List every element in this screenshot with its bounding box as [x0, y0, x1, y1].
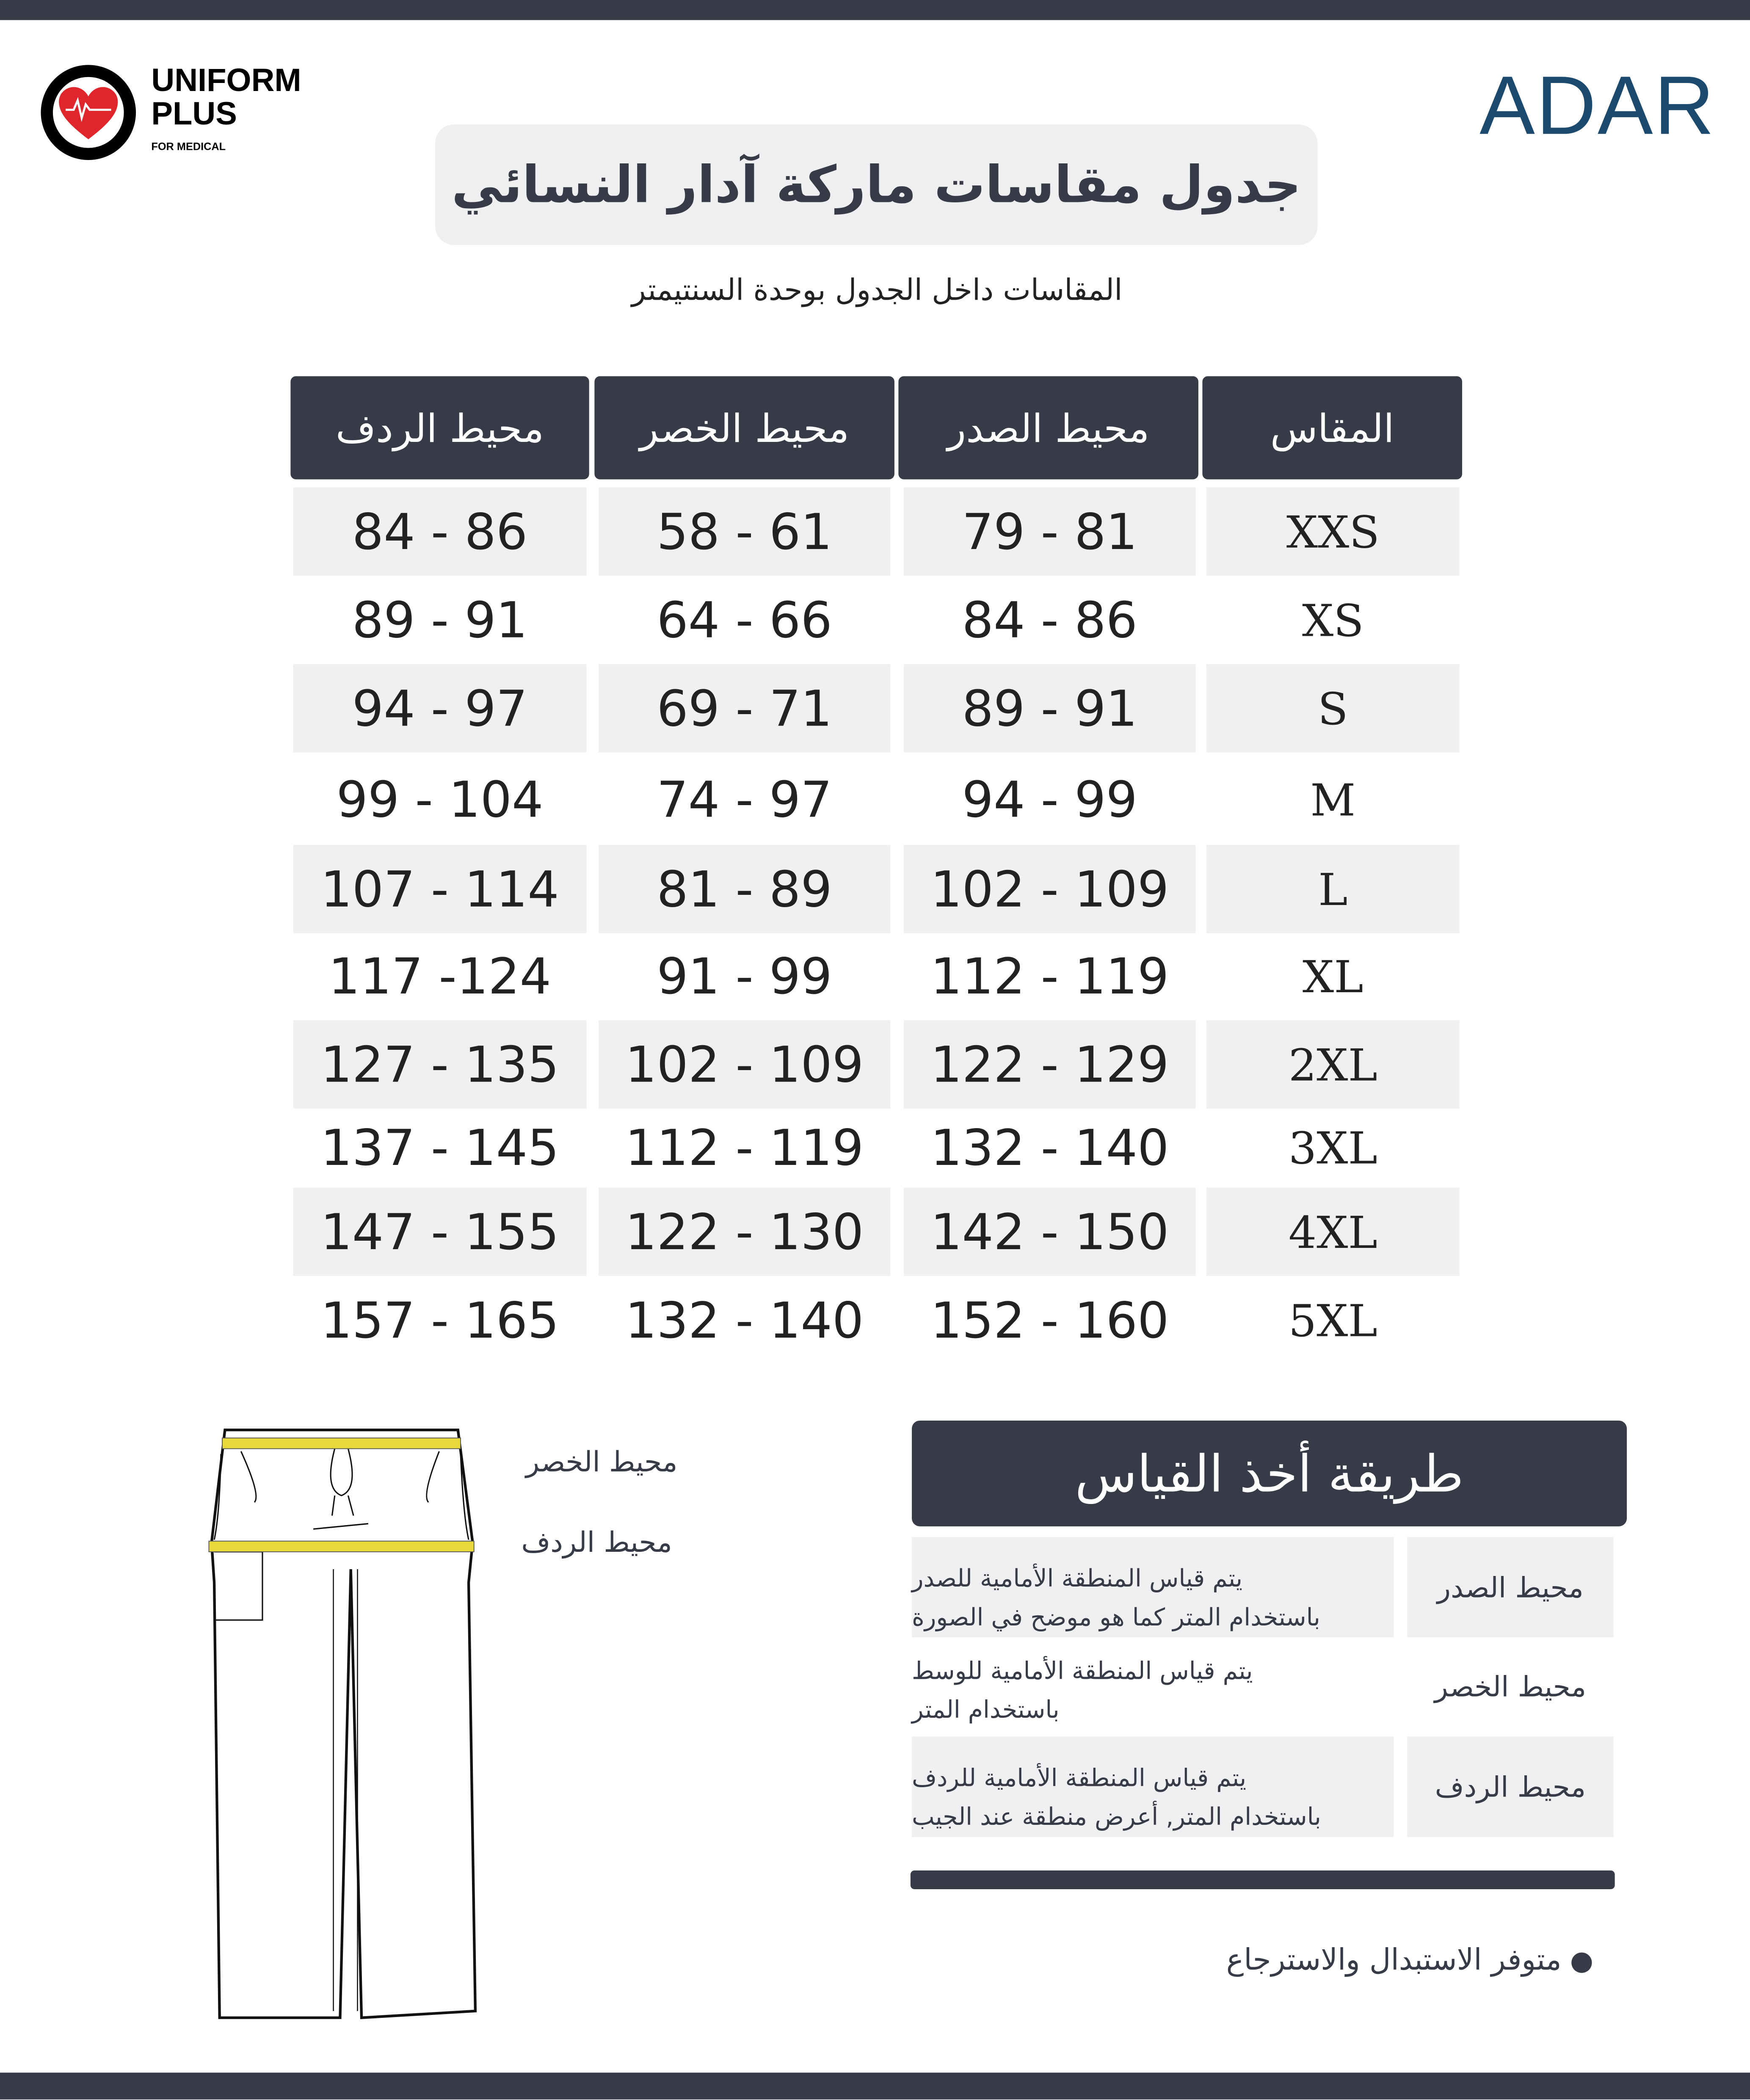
method-title: طريقة أخذ القياس [912, 1421, 1627, 1526]
table-cell-size: L [1206, 845, 1460, 933]
method-description [912, 1644, 1394, 1730]
method-label: محيط الردف [1407, 1736, 1613, 1837]
logo-line1: UNIFORM [151, 63, 301, 99]
table-cell-chest: 152 - 160 [930, 1292, 1169, 1350]
method-description-line2: باستخدام المتر [912, 1696, 1060, 1725]
table-cell-hip: 107 - 114 [293, 845, 587, 933]
method-description [912, 1537, 1394, 1637]
waist-tape [222, 1438, 461, 1449]
table-cell-size: XXS [1206, 487, 1460, 576]
brand-logo: ADAR [1479, 60, 1716, 153]
table-cell-size: XL [1302, 950, 1364, 1003]
table-cell-hip: 157 - 165 [320, 1292, 559, 1350]
table-cell-chest: 89 - 91 [904, 664, 1196, 753]
table-cell-hip: 117 -124 [328, 948, 552, 1006]
method-label: محيط الخصر [1434, 1671, 1587, 1703]
logo-line2: PLUS [151, 96, 237, 133]
method-description-line2: باستخدام المتر كما هو موضح في الصورة [912, 1604, 1320, 1632]
bullet-icon: ● [1561, 1944, 1593, 1976]
table-cell-chest: 79 - 81 [904, 487, 1196, 576]
table-cell-hip: 127 - 135 [293, 1020, 587, 1109]
table-cell-hip: 137 - 145 [320, 1119, 559, 1177]
table-cell-size: 2XL [1206, 1020, 1460, 1109]
diagram-waist-label: محيط الخصر [525, 1446, 678, 1478]
method-description-line1: يتم قياس المنطقة الأمامية للصدر [912, 1565, 1243, 1593]
table-cell-chest: 122 - 129 [904, 1020, 1196, 1109]
table-cell-waist: 58 - 61 [599, 487, 891, 576]
table-cell-size: 4XL [1206, 1188, 1460, 1276]
hip-tape [209, 1541, 474, 1552]
table-cell-chest: 142 - 150 [904, 1188, 1196, 1276]
method-description-line1: يتم قياس المنطقة الأمامية للردف [912, 1764, 1247, 1793]
table-cell-hip: 94 - 97 [293, 664, 587, 753]
header-size: المقاس [1202, 376, 1462, 480]
table-cell-waist: 102 - 109 [599, 1020, 891, 1109]
table-cell-hip: 89 - 91 [352, 591, 528, 649]
table-cell-waist: 91 - 99 [657, 948, 832, 1006]
logo-line3: FOR MEDICAL [151, 141, 226, 153]
top-bar [0, 0, 1750, 20]
table-cell-chest: 112 - 119 [930, 948, 1169, 1006]
header-waist: محيط الخصر [594, 376, 894, 480]
diagram-hip-label: محيط الردف [521, 1526, 672, 1559]
table-cell-size: 3XL [1288, 1122, 1377, 1174]
pants-diagram [201, 1422, 482, 2024]
table-cell-size: M [1310, 773, 1356, 825]
bottom-bar [0, 2072, 1750, 2099]
table-cell-size: 5XL [1288, 1294, 1377, 1347]
table-cell-hip: 84 - 86 [293, 487, 587, 576]
table-cell-chest: 102 - 109 [904, 845, 1196, 933]
table-cell-waist: 74 - 97 [657, 770, 832, 828]
method-description-line1: يتم قياس المنطقة الأمامية للوسط [912, 1657, 1253, 1686]
exchange-note-text: متوفر الاستبدال والاسترجاع [1226, 1944, 1562, 1978]
table-cell-chest: 132 - 140 [930, 1119, 1169, 1177]
table-cell-size: XS [1302, 593, 1364, 646]
method-description-line2: باستخدام المتر, أعرض منطقة عند الجيب [912, 1803, 1321, 1832]
table-cell-hip: 99 - 104 [336, 770, 544, 828]
table-cell-waist: 122 - 130 [599, 1188, 891, 1276]
table-cell-waist: 69 - 71 [599, 664, 891, 753]
table-cell-chest: 84 - 86 [962, 591, 1138, 649]
heart-logo-icon [40, 64, 137, 161]
table-cell-chest: 94 - 99 [962, 770, 1138, 828]
page-subtitle: المقاسات داخل الجدول بوحدة السنتيمتر [632, 274, 1123, 308]
header-hip: محيط الردف [290, 376, 589, 480]
header-chest: محيط الصدر [898, 376, 1198, 480]
uniform-plus-logo [40, 64, 362, 165]
table-cell-hip: 147 - 155 [293, 1188, 587, 1276]
method-label: محيط الصدر [1407, 1537, 1613, 1637]
page-title: جدول مقاسات ماركة آدار النسائي [435, 124, 1317, 245]
method-divider [911, 1871, 1615, 1889]
table-cell-waist: 112 - 119 [625, 1119, 864, 1177]
exchange-note [1178, 1944, 1593, 1978]
table-cell-waist: 132 - 140 [625, 1292, 864, 1350]
table-cell-waist: 81 - 89 [599, 845, 891, 933]
method-description [912, 1736, 1394, 1837]
table-cell-size: S [1206, 664, 1460, 753]
table-cell-waist: 64 - 66 [657, 591, 832, 649]
